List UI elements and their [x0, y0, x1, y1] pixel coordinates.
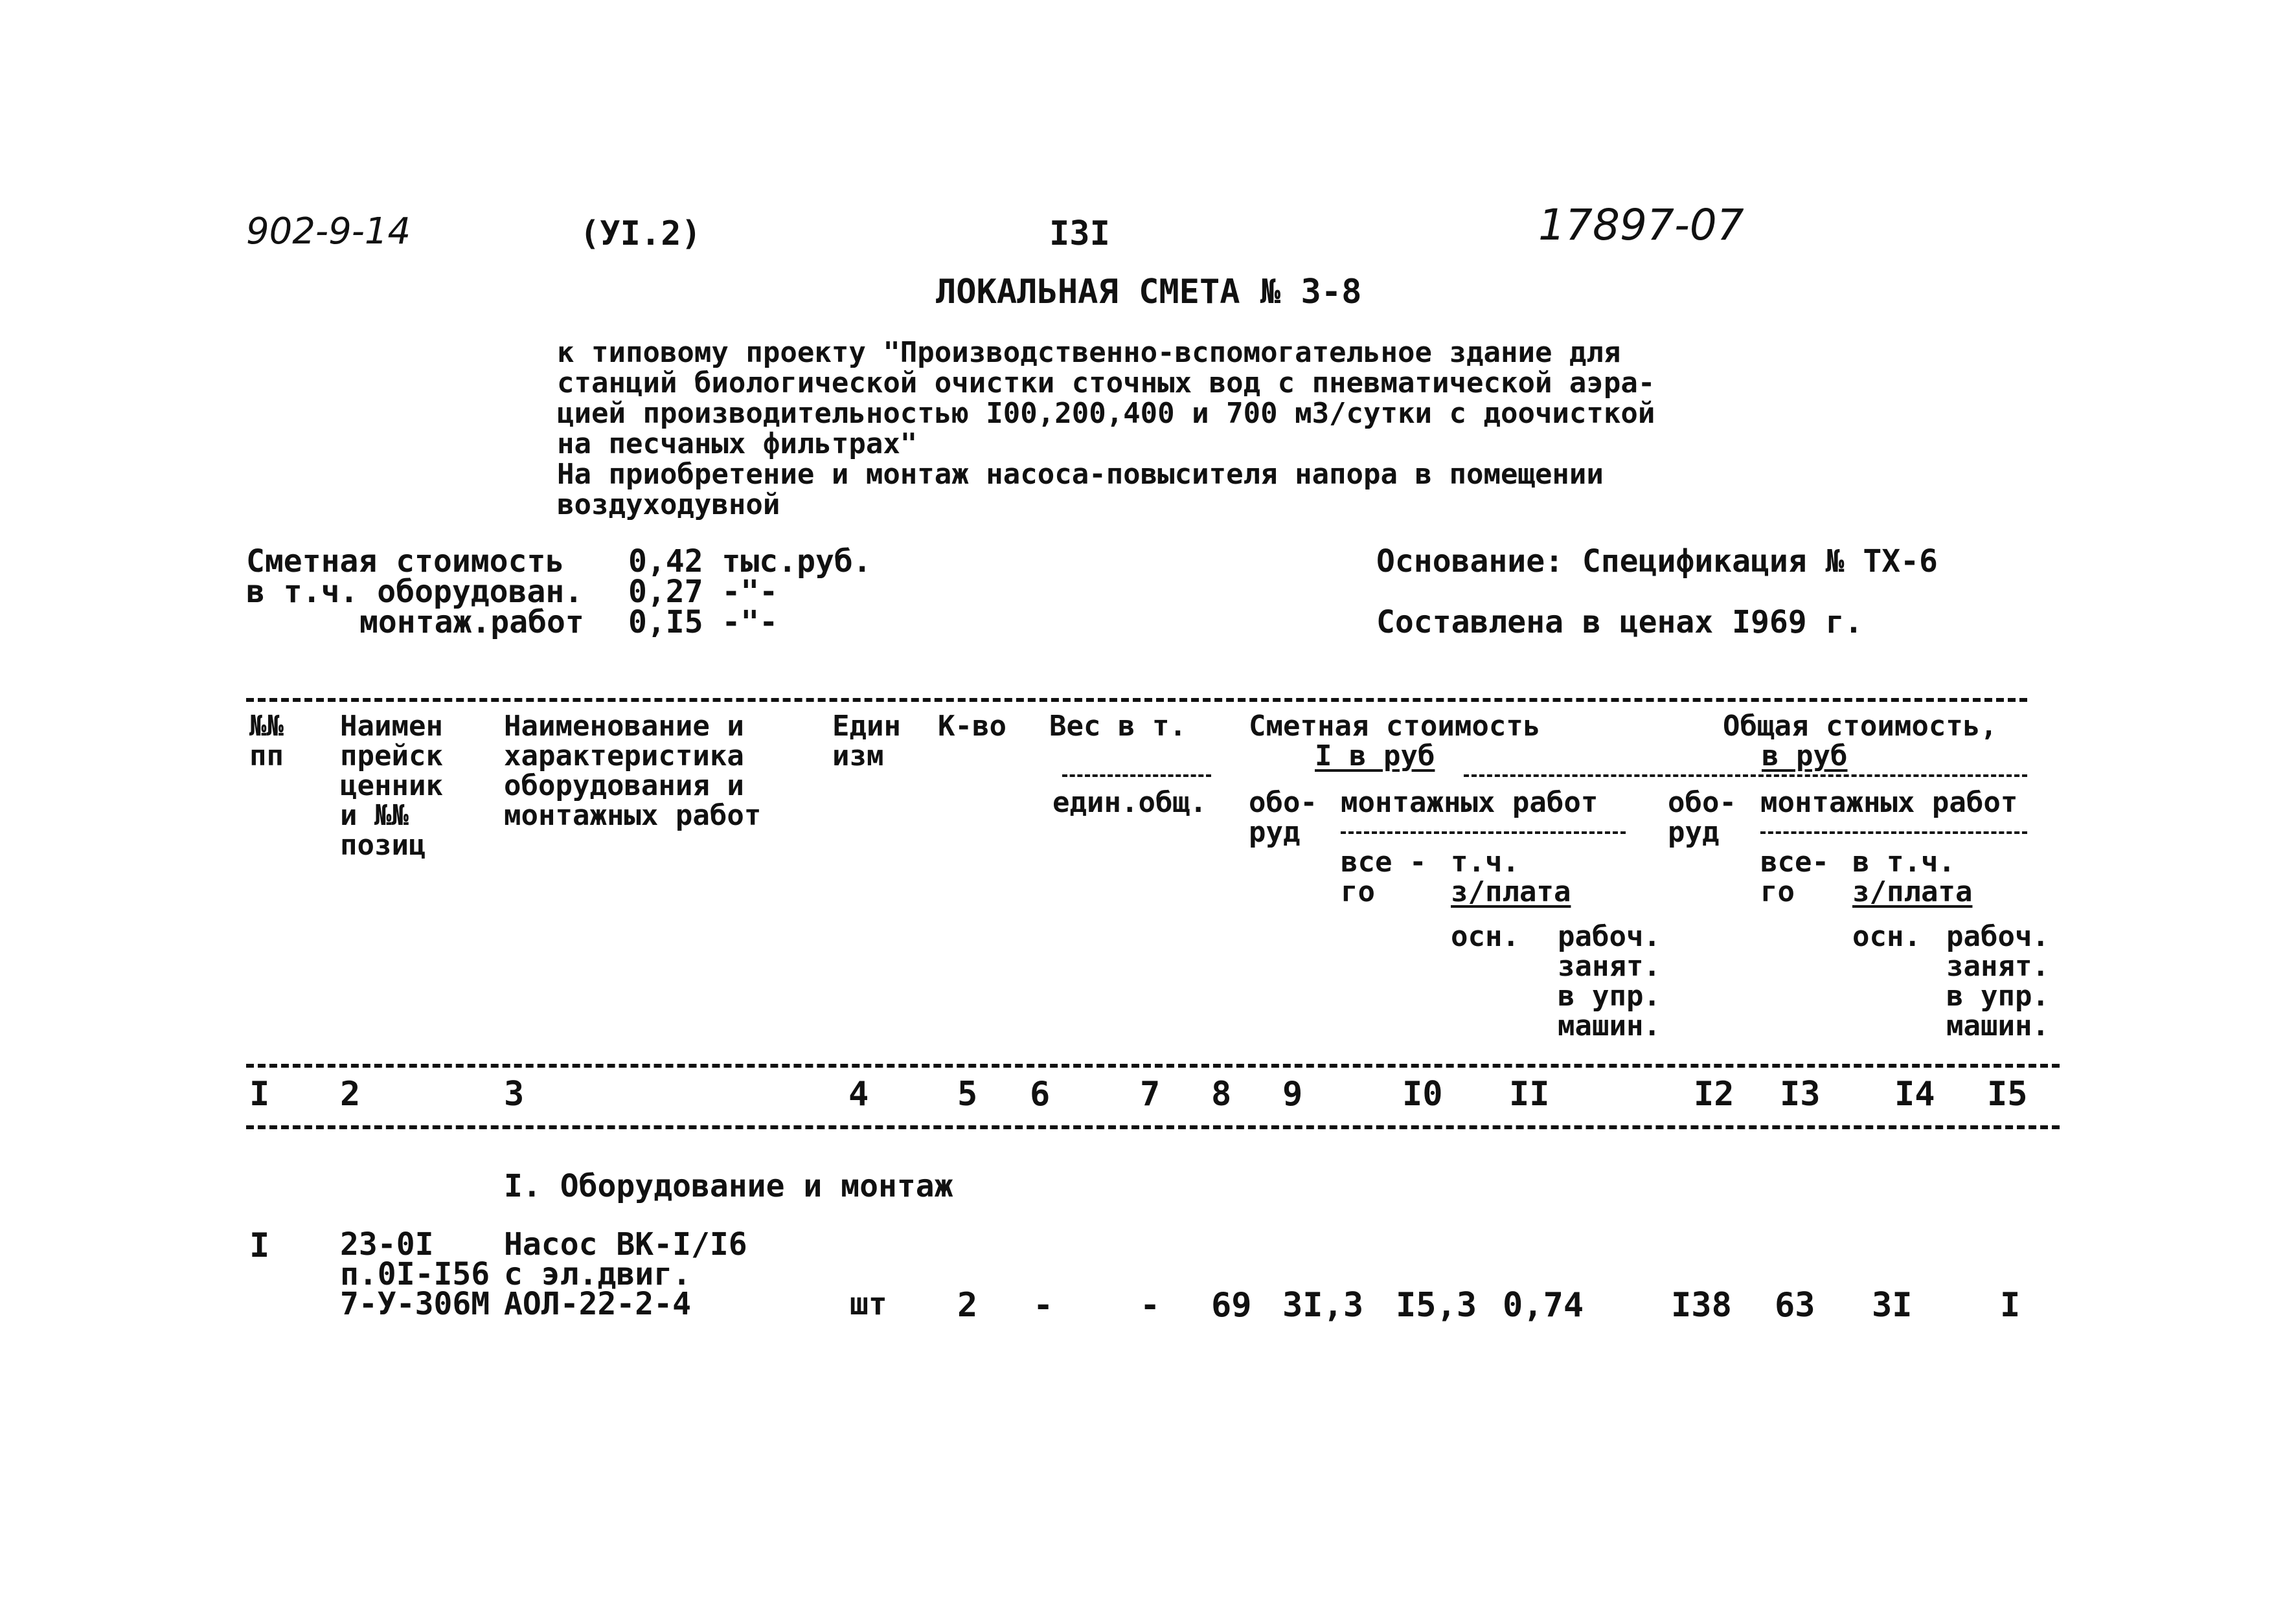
- header-col2: прейск: [340, 739, 443, 772]
- column-number: 8: [1211, 1075, 1232, 1114]
- header-col3: Наименование и: [504, 710, 744, 743]
- page-number: I3I: [1049, 214, 1110, 253]
- header-col2: и №№: [340, 799, 409, 832]
- header-machine-total: занят.: [1946, 950, 2049, 983]
- column-number: I4: [1894, 1075, 1935, 1114]
- header-basic: осн.: [1451, 920, 1519, 953]
- column-number: 6: [1030, 1075, 1051, 1114]
- header-col1: пп: [249, 739, 284, 772]
- row-code: 7-У-306М: [340, 1286, 490, 1322]
- header-machine-total: рабоч.: [1946, 920, 2049, 953]
- row-unit: шт: [850, 1286, 887, 1322]
- inventory-number: 17897-07: [1538, 200, 1744, 250]
- total-cost-label: Сметная стоимость: [246, 543, 565, 579]
- header-machine: занят.: [1558, 950, 1661, 983]
- total-cost-value: 0,42 тыс.руб.: [628, 543, 872, 579]
- header-incl: т.ч.: [1451, 846, 1519, 879]
- column-number: I2: [1694, 1075, 1734, 1114]
- equipment-cost-value: 0,27 -"-: [628, 574, 779, 610]
- header-col3: оборудования и: [504, 769, 744, 802]
- table-top-rule: [246, 698, 2027, 702]
- header-all: го: [1341, 875, 1375, 908]
- row-weight-unit: -: [1033, 1286, 1054, 1325]
- header-install-total: монтажных работ: [1760, 786, 2018, 819]
- header-machine-total: в упр.: [1946, 980, 2049, 1013]
- equipment-cost-label: в т.ч. оборудован.: [246, 574, 584, 610]
- installation-cost-label: монтаж.работ: [359, 604, 584, 640]
- page-title: ЛОКАЛЬНАЯ СМЕТА № 3-8: [936, 273, 1362, 311]
- header-machine: в упр.: [1558, 980, 1661, 1013]
- prices-year-text: Составлена в ценах I969 г.: [1376, 604, 1863, 640]
- column-number: II: [1509, 1075, 1550, 1114]
- row-name: АОЛ-22-2-4: [504, 1286, 691, 1322]
- column-number: 7: [1140, 1075, 1161, 1114]
- description-line: На приобретение и монтаж насоса-повысителя напора в помещении: [557, 458, 1604, 491]
- header-machine-total: машин.: [1946, 1009, 2049, 1042]
- header-machine: машин.: [1558, 1009, 1661, 1042]
- row-col12: I38: [1671, 1286, 1732, 1325]
- header-all: все -: [1341, 846, 1427, 879]
- row-col14: 3I: [1872, 1286, 1913, 1325]
- column-number: I: [249, 1075, 270, 1114]
- header-col4: Един: [832, 710, 901, 743]
- header-col2: Наимен: [340, 710, 443, 743]
- row-code: п.0I-I56: [340, 1256, 490, 1292]
- column-number: 5: [957, 1075, 978, 1114]
- header-col2: ценник: [340, 769, 443, 802]
- description-line: к типовому проекту "Производственно-вспомогательное здание для: [557, 336, 1621, 369]
- header-weight: Вес в т.: [1049, 710, 1187, 743]
- row-col9: 3I,3: [1282, 1286, 1364, 1325]
- header-equip-total: обо-: [1668, 786, 1736, 819]
- description-line: на песчаных фильтрах": [557, 427, 918, 460]
- basis-text: Основание: Спецификация № ТХ-6: [1376, 543, 1938, 579]
- header-total: Общая стоимость,: [1723, 710, 1997, 743]
- row-col13: 63: [1775, 1286, 1815, 1325]
- column-numbers-bottom-rule: [246, 1125, 2060, 1129]
- installation-cost-value: 0,I5 -"-: [628, 604, 779, 640]
- header-weight-sub: един.общ.: [1052, 786, 1207, 819]
- header-equip: обо-: [1249, 786, 1317, 819]
- column-number: I3: [1780, 1075, 1821, 1114]
- row-name: с эл.двиг.: [504, 1256, 691, 1292]
- document-number: 902-9-14: [246, 210, 411, 253]
- header-salary-total: з/плата: [1852, 875, 1973, 908]
- header-bottom-rule: [246, 1064, 2060, 1068]
- header-equip-total: руд: [1668, 816, 1720, 849]
- header-col3: характеристика: [504, 739, 744, 772]
- column-number: I0: [1402, 1075, 1443, 1114]
- row-number: I: [249, 1226, 270, 1265]
- column-number: I5: [1987, 1075, 2028, 1114]
- row-name: Насос ВК-I/I6: [504, 1226, 747, 1263]
- description-line: воздуходувной: [557, 488, 780, 521]
- header-estimated: Сметная стоимость: [1249, 710, 1541, 743]
- description-line: станций биологической очистки сточных вод с пневматической аэра-: [557, 366, 1655, 399]
- header-col1: №№: [249, 710, 284, 743]
- row-code: 23-0I: [340, 1226, 434, 1263]
- header-estimated-unit: I в руб: [1315, 739, 1435, 772]
- row-col10: I5,3: [1396, 1286, 1477, 1325]
- column-number: 3: [504, 1075, 525, 1114]
- header-install: монтажных работ: [1341, 786, 1598, 819]
- row-weight-total: -: [1140, 1286, 1161, 1325]
- header-col5: К-во: [938, 710, 1006, 743]
- section-title: I. Оборудование и монтаж: [504, 1168, 953, 1204]
- header-incl-total: в т.ч.: [1852, 846, 1955, 879]
- row-col8: 69: [1211, 1286, 1252, 1325]
- header-all-total: все-: [1760, 846, 1829, 879]
- section-code: (УI.2): [580, 214, 701, 253]
- column-number: 2: [340, 1075, 361, 1114]
- header-basic-total: осн.: [1852, 920, 1921, 953]
- column-number: 9: [1282, 1075, 1303, 1114]
- column-number: 4: [848, 1075, 869, 1114]
- header-col2: позиц: [340, 829, 426, 862]
- header-salary: з/плата: [1451, 875, 1571, 908]
- header-total-unit: в руб: [1762, 739, 1848, 772]
- row-col11: 0,74: [1503, 1286, 1584, 1325]
- header-col3: монтажных работ: [504, 799, 762, 832]
- header-col4: изм: [832, 739, 884, 772]
- row-col15: I: [2000, 1286, 2021, 1325]
- row-quantity: 2: [957, 1286, 978, 1325]
- header-equip: руд: [1249, 816, 1301, 849]
- header-machine: рабоч.: [1558, 920, 1661, 953]
- description-line: цией производительностью I00,200,400 и 700 м3/сутки с доочисткой: [557, 397, 1655, 430]
- header-all-total: го: [1760, 875, 1795, 908]
